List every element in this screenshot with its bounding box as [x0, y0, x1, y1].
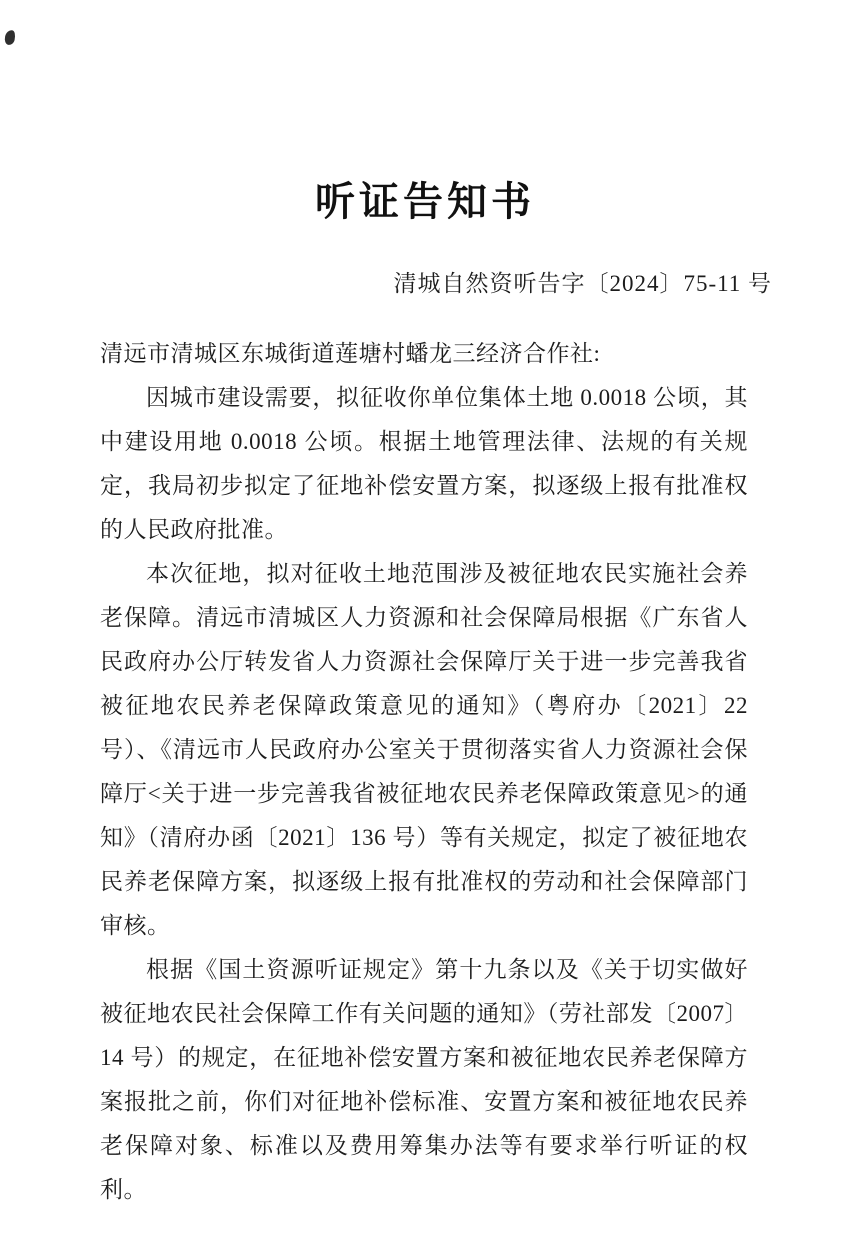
paragraph-land-acquisition: 因城市建设需要，拟征收你单位集体土地 0.0018 公顷，其中建设用地 0.0018 公顷。根据土地管理法律、法规的有关规定，我局初步拟定了征地补偿安置方案，拟逐级上报有批准权的人民政府批准。 — [100, 385, 748, 542]
document-reference-number: 清城自然资听告字〔2024〕75-11 号 — [393, 271, 772, 296]
paragraph-social-security-plan: 本次征地，拟对征收土地范围涉及被征地农民实施社会养老保障。清远市清城区人力资源和社会保障局根据《广东省人民政府办公厅转发省人力资源社会保障厅关于进一步完善我省被征地农民养老保障政策意见的通知》（粤府办〔2021〕22 号）、《清远市人民政府办公室关于贯彻落实省人力资源社会保障厅<关于进一步完善我省被征地农民养老保障政策意见>的通知》（清府办函〔2021〕136 号）等有关规定，拟定了被征地农民养老保障方案，拟逐级上报有批准权的劳动和社会保障部门审核。 — [100, 561, 748, 938]
document-body — [100, 332, 748, 1212]
document-title: 听证告知书 — [315, 180, 535, 224]
paragraph-hearing-rights: 根据《国土资源听证规定》第十九条以及《关于切实做好被征地农民社会保障工作有关问题的通知》（劳社部发〔2007〕14 号）的规定，在征地补偿安置方案和被征地农民养老保障方案报批之前，你们对征地补偿标准、安置方案和被征地农民养老保障对象、标准以及费用筹集办法等有要求举行听证的权利。 — [100, 957, 748, 1202]
addressee-line: 清远市清城区东城街道莲塘村蟠龙三经济合作社: — [100, 341, 601, 366]
